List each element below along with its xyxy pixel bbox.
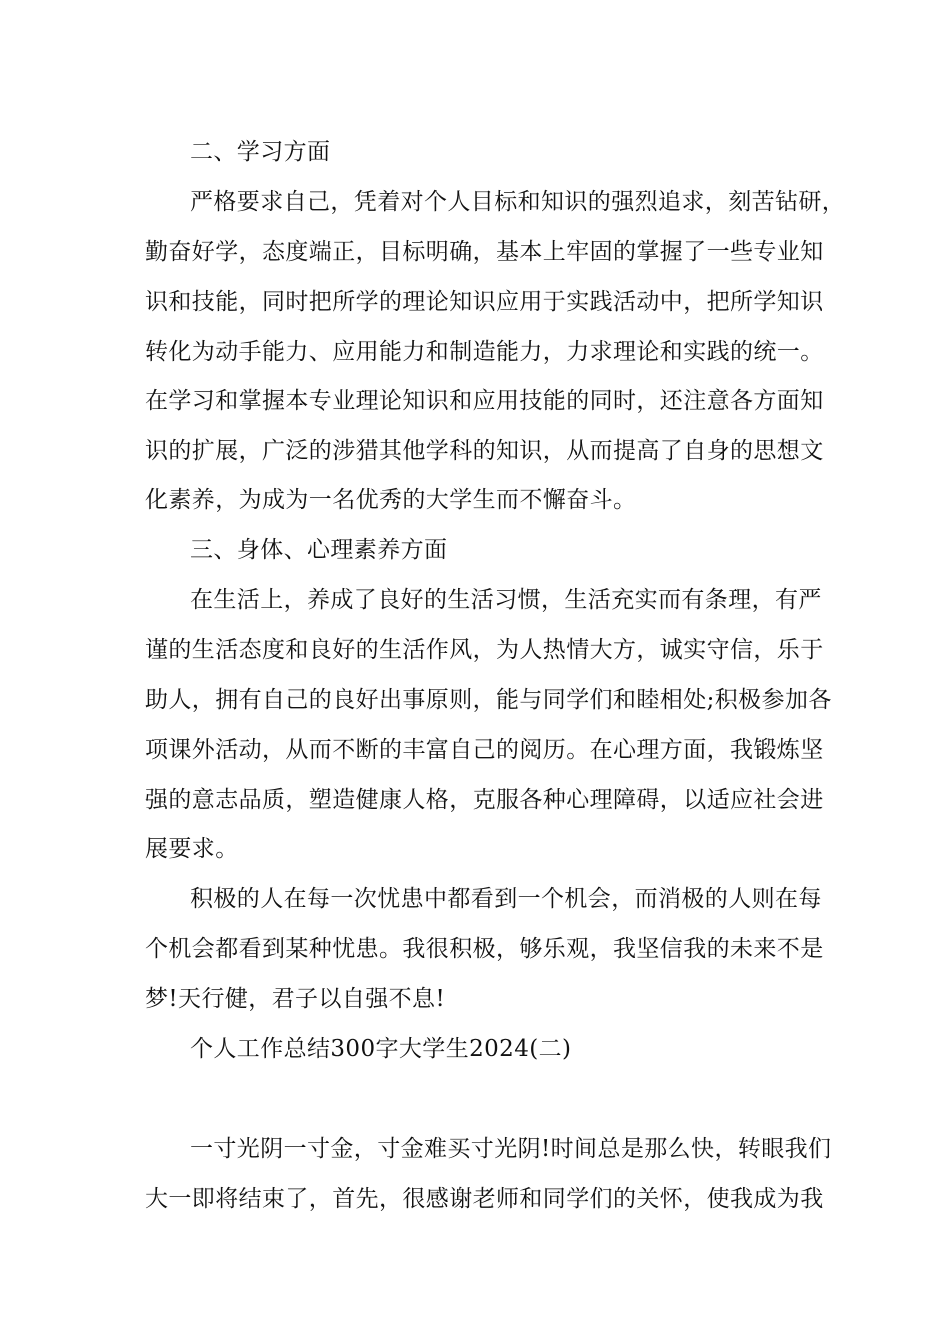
paragraph-line: 转化为动手能力、应用能力和制造能力，力求理论和实践的统一。 <box>145 339 824 365</box>
paragraph-line: 展要求。 <box>145 836 239 862</box>
paragraph-line: 化素养，为成为一名优秀的大学生而不懈奋斗。 <box>145 487 637 513</box>
paragraph-line: 严格要求自己，凭着对个人目标和知识的强烈追求，刻苦钻研， <box>190 189 846 215</box>
paragraph-line: 项课外活动，从而不断的丰富自己的阅历。在心理方面，我锻炼坚 <box>145 737 824 763</box>
paragraph-line: 谨的生活态度和良好的生活作风，为人热情大方，诚实守信，乐于 <box>145 637 824 663</box>
article-title: 个人工作总结300字大学生2024(二) <box>190 1036 572 1062</box>
paragraph-line: 一寸光阴一寸金，寸金难买寸光阴!时间总是那么快，转眼我们 <box>190 1136 832 1162</box>
paragraph-line: 个机会都看到某种忧患。我很积极，够乐观，我坚信我的未来不是 <box>145 936 824 962</box>
paragraph-line: 梦!天行健，君子以自强不息! <box>145 986 446 1012</box>
paragraph-line: 在生活上，养成了良好的生活习惯，生活充实而有条理，有严 <box>190 587 822 613</box>
paragraph-line: 强的意志品质，塑造健康人格，克服各种心理障碍，以适应社会进 <box>145 787 824 813</box>
paragraph-line: 助人，拥有自己的良好出事原则，能与同学们和睦相处;积极参加各 <box>145 687 832 713</box>
paragraph-line: 勤奋好学，态度端正，目标明确，基本上牢固的掌握了一些专业知 <box>145 239 824 265</box>
section-heading-health: 三、身体、心理素养方面 <box>190 537 448 563</box>
paragraph-line: 积极的人在每一次忧患中都看到一个机会，而消极的人则在每 <box>190 886 822 912</box>
paragraph-line: 识和技能，同时把所学的理论知识应用于实践活动中，把所学知识 <box>145 289 824 315</box>
section-heading-study: 二、学习方面 <box>190 139 331 165</box>
paragraph-line: 识的扩展，广泛的涉猎其他学科的知识，从而提高了自身的思想文 <box>145 438 824 464</box>
paragraph-line: 大一即将结束了，首先，很感谢老师和同学们的关怀，使我成为我 <box>145 1186 824 1212</box>
paragraph-line: 在学习和掌握本专业理论知识和应用技能的同时，还注意各方面知 <box>145 388 824 414</box>
